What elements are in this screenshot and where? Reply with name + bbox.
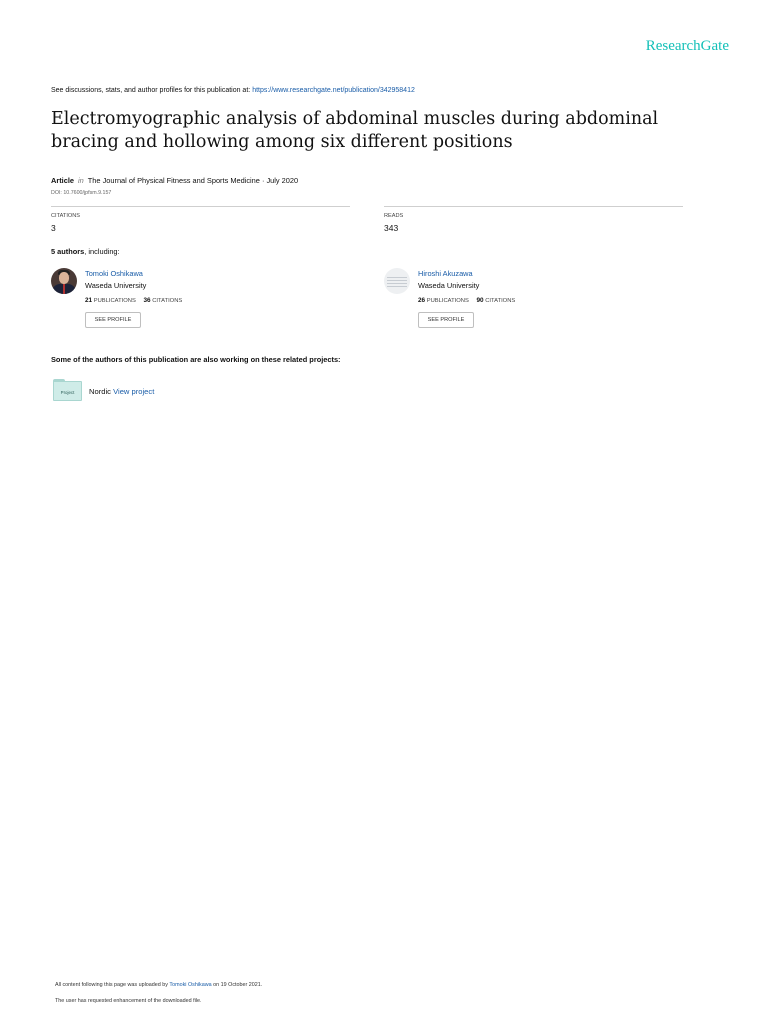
uploader-link[interactable]: Tomoki Oshikawa [169, 982, 212, 988]
author-citations-label: CITATIONS [152, 298, 183, 304]
publication-type: Article [51, 176, 75, 185]
publication-title: Electromyographic analysis of abdominal muscles during abdominal bracing and hollowing among six different positions [51, 109, 659, 152]
reads-label: READS [384, 213, 404, 219]
author-citations-count: 90 [476, 297, 484, 304]
reads-count: 343 [384, 223, 399, 233]
author-avatar[interactable] [51, 268, 77, 294]
author-name-link[interactable]: Tomoki Oshikawa [85, 269, 143, 278]
author-affiliation: Waseda University [418, 281, 480, 290]
author-name-link[interactable]: Hiroshi Akuzawa [418, 269, 473, 278]
upload-suffix: on 19 October 2021. [213, 982, 263, 988]
in-label: in [78, 176, 84, 185]
upload-notice [55, 982, 262, 988]
researchgate-logo[interactable]: ResearchGate [645, 38, 729, 54]
authors-suffix: , including: [84, 247, 120, 256]
authors-heading [51, 247, 120, 256]
author-stats [85, 297, 182, 304]
related-projects-heading: Some of the authors of this publication are also working on these related projects: [51, 355, 341, 364]
citations-label: CITATIONS [51, 213, 81, 219]
author-avatar-placeholder[interactable] [384, 268, 410, 294]
project-name: Nordic [89, 387, 111, 396]
related-project [89, 387, 154, 396]
doi: DOI: 10.7600/jpfsm.9.157 [51, 190, 112, 196]
see-profile-button[interactable]: SEE PROFILE [418, 312, 474, 328]
view-project-link[interactable]: View project [113, 387, 155, 396]
author-affiliation: Waseda University [85, 281, 147, 290]
citations-divider [51, 206, 350, 207]
upload-prefix: All content following this page was uploaded by [55, 982, 168, 988]
citations-count: 3 [51, 223, 56, 233]
publication-url-link[interactable]: https://www.researchgate.net/publication/342958412 [252, 87, 415, 94]
see-profile-button[interactable]: SEE PROFILE [85, 312, 141, 328]
reads-divider [384, 206, 683, 207]
project-thumb-label: Project [60, 390, 75, 395]
author-stats [418, 297, 515, 304]
publications-count: 26 [418, 297, 426, 304]
discussion-text: See discussions, stats, and author profiles for this publication at: [51, 87, 251, 94]
author-citations-label: CITATIONS [485, 298, 516, 304]
author-citations-count: 36 [143, 297, 151, 304]
publications-label: PUBLICATIONS [426, 298, 469, 304]
authors-count: 5 authors [51, 247, 85, 256]
enhancement-note: The user has requested enhancement of the downloaded file. [55, 998, 202, 1004]
journal-name: The Journal of Physical Fitness and Sports Medicine · July 2020 [87, 176, 299, 185]
publications-label: PUBLICATIONS [93, 298, 136, 304]
publications-count: 21 [85, 297, 93, 304]
project-folder-icon[interactable] [53, 381, 82, 401]
discussion-notice [51, 87, 415, 94]
publication-meta [51, 176, 298, 185]
